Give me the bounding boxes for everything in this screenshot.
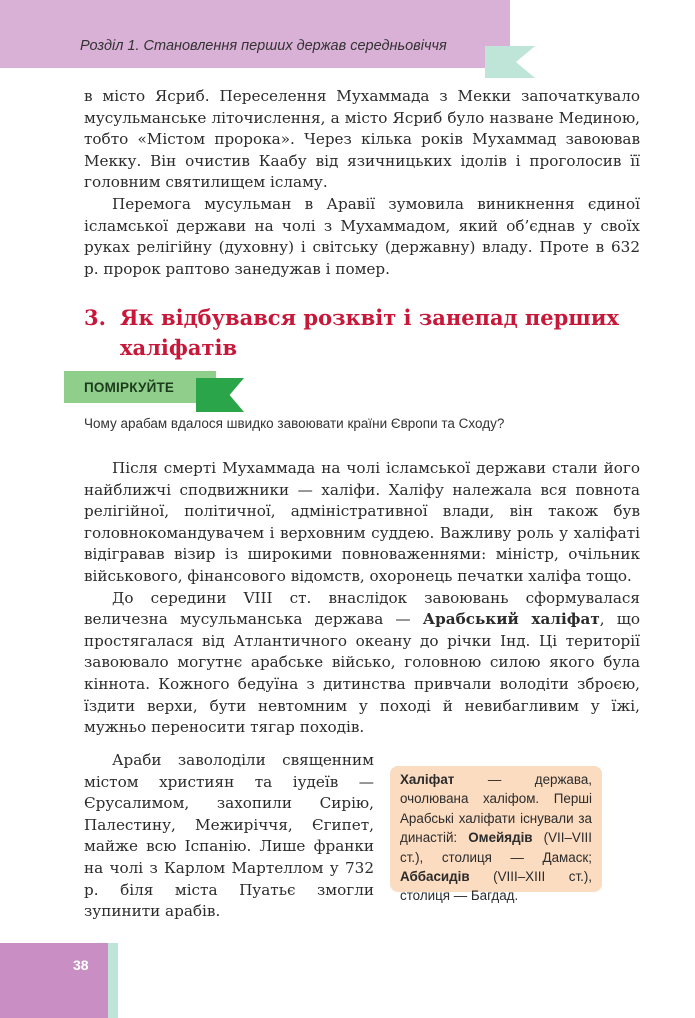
intro-text <box>84 86 640 280</box>
section-title-line2: халіфатів <box>120 335 238 360</box>
section-number: 3. <box>84 305 106 330</box>
definition-text-1: — держава, очолювана халіфом. Перші Арабські халіфати існували за династій: <box>400 772 592 846</box>
definition-text-3: (VIII–XIII ст.), столиця — Багдад. <box>400 869 592 904</box>
definition-term: Халіфат <box>400 772 455 787</box>
think-question: Чому арабам вдалося швидко завоювати країни Європи та Сходу? <box>84 416 505 431</box>
intro-paragraph-1: в місто Ясриб. Переселення Мухаммада з Мекки започаткувало мусульманське літочислення, а місто Ясриб було назване Мединою, тобто «Містом пророка». Через кілька років Мухаммад завоював Мекку. Він очистив Каабу від язичницьких ідолів і проголосив її головним святилищем ісламу. <box>84 87 640 192</box>
definition-box <box>390 766 602 904</box>
section-heading <box>84 303 644 363</box>
intro-paragraph-2: Перемога мусульман в Аравії зумовила виникнення єдиної ісламської держави на чолі з Мухаммадом, який об’єднав у своїх руках релігійну (духовну) і світську (державну) владу. Проте в 632 р. пророк раптово занедужав і помер. <box>84 194 640 278</box>
term-arab-caliphate: Арабський халіфат <box>422 610 600 629</box>
paragraph-2-start: До середини VIII ст. внаслідок завоювань сформувалася величезна мусульманська держава — <box>84 588 640 629</box>
chapter-title: Розділ 1. Становлення перших держав середньовіччя <box>80 38 447 54</box>
think-ribbon <box>196 378 244 412</box>
lower-text <box>84 750 374 923</box>
main-text <box>84 458 640 739</box>
header-band <box>0 0 510 68</box>
footer-band <box>0 943 108 1018</box>
think-label: ПОМІРКУЙТЕ <box>84 380 175 395</box>
dynasty-abbasid: Аббасидів <box>400 869 470 885</box>
section-title-line1: Як відбувався розквіт і занепад перших <box>120 305 619 330</box>
main-paragraph-2 <box>84 588 640 739</box>
paragraph-2-end: , що простягалася від Атлантичного океану до річки Інд. Ці території завоювало могутнє арабське військо, головною силою якого була кіннота. Кожного бедуїна з дитинства привчали володіти зброєю, їздити верхи, бути невтомним у поході й невибагливим у їжі, мужньо переносити тягар походів. <box>84 610 640 737</box>
main-paragraph-3: Араби заволоділи священним містом християн та іудеїв — Єрусалимом, захопили Сирію, Палестину, Межиріччя, Єгипет, майже всю Іспанію. Лише франки на чолі з Карлом Мартеллом у 732 р. біля міста Пуатьє змогли зупинити арабів. <box>84 751 374 921</box>
page-number: 38 <box>73 957 89 973</box>
main-paragraph-1: Після смерті Мухаммада на чолі ісламської держави стали його найближчі сподвижники — халіфи. Халіфу належала вся повнота релігійної, політичної, адміністративної влади, він також був головнокомандувачем і верховним суддею. Важливу роль у халіфаті відігравав візир із широкими повноваженнями: міністр, очільник військового, фінансового відомств, охоронець печатки халіфа тощо. <box>84 459 640 585</box>
definition-text-2: (VII–VIII ст.), столиця — Дамаск; <box>400 830 592 865</box>
dynasty-umayyad: Омейядів <box>468 830 533 846</box>
footer-stripe <box>108 943 118 1018</box>
